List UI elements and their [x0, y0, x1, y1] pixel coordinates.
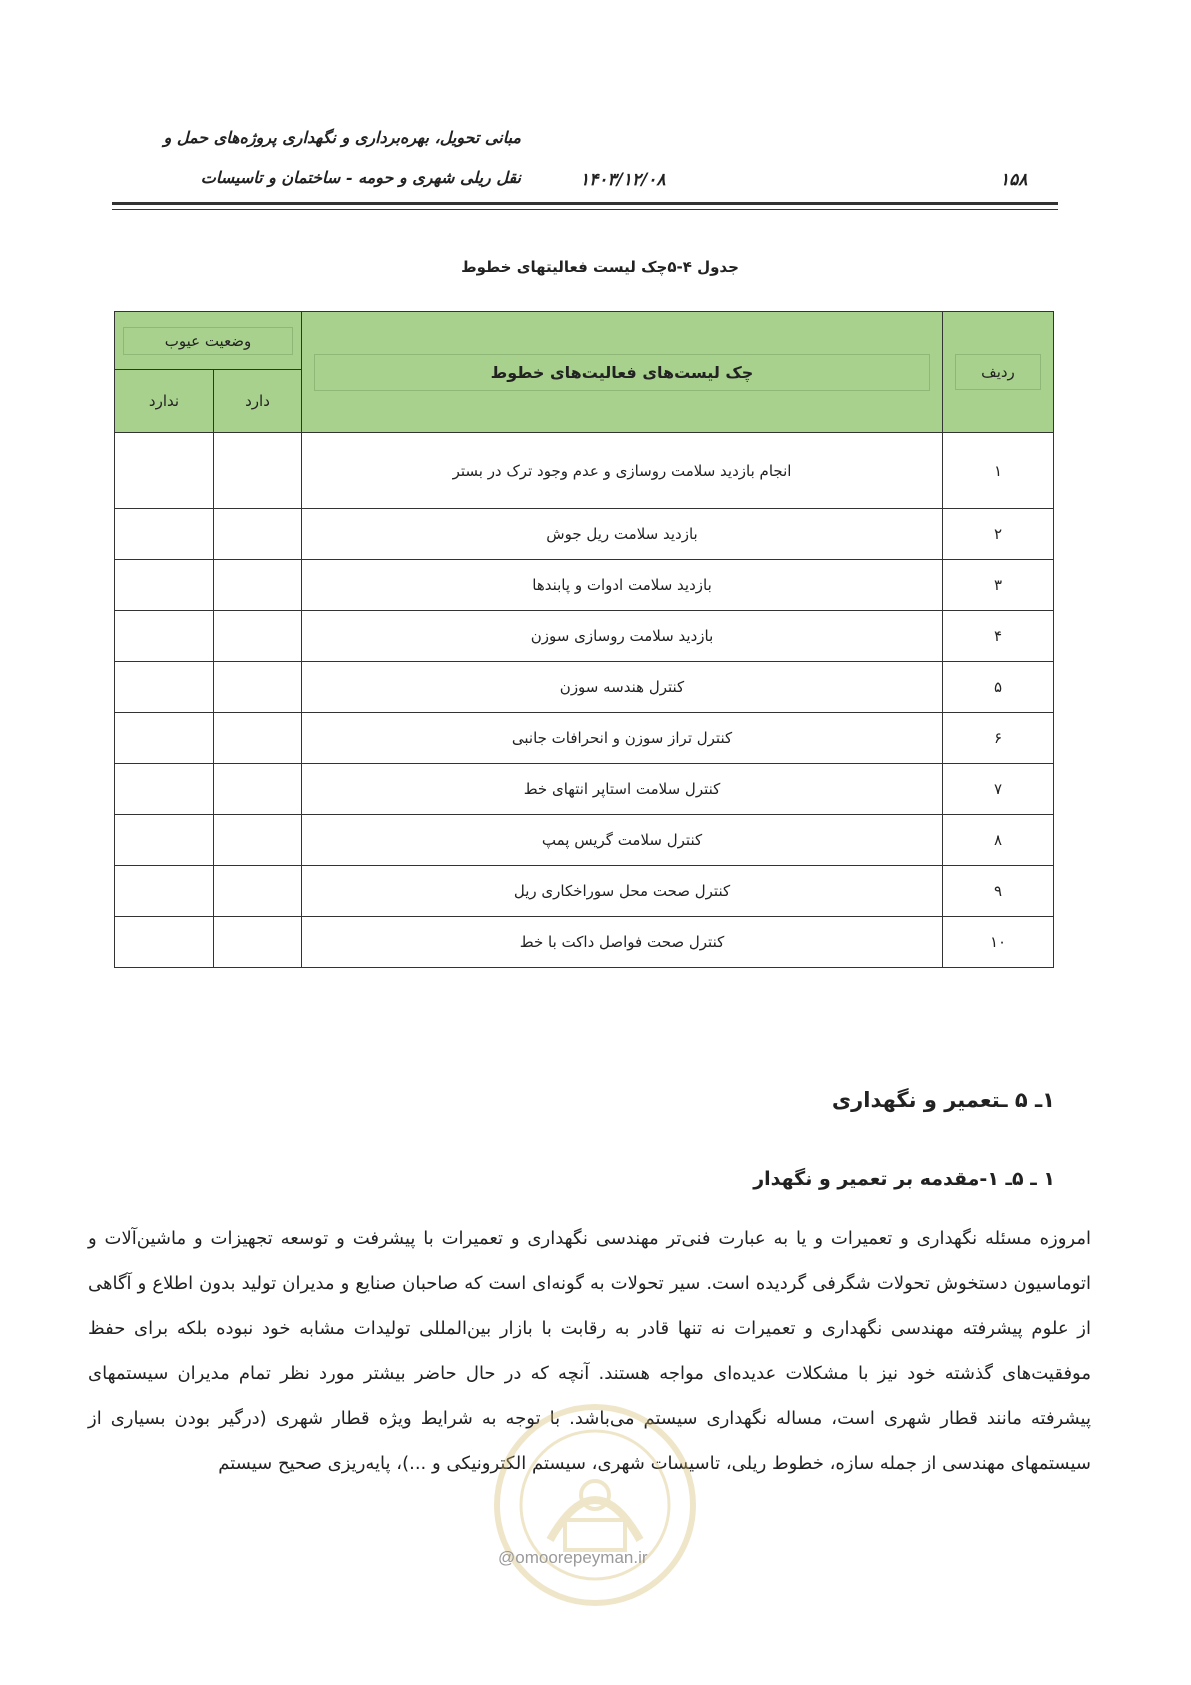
- row-number: ۲: [943, 509, 1054, 560]
- row-number: ۸: [943, 815, 1054, 866]
- row-item-text: کنترل هندسه سوزن: [302, 662, 943, 713]
- table-row: [115, 866, 1054, 917]
- no-defect-cell: [115, 509, 214, 560]
- section-heading: ۱ـ ۵ ـتعمیر و نگهداری: [831, 1088, 1055, 1112]
- table-row: [115, 713, 1054, 764]
- row-item-text: کنترل سلامت استاپر انتهای خط: [302, 764, 943, 815]
- has-defect-cell: [214, 560, 302, 611]
- no-defect-cell: [115, 764, 214, 815]
- row-number: ۹: [943, 866, 1054, 917]
- seal-logo-icon: [490, 1400, 700, 1610]
- has-defect-cell: [214, 713, 302, 764]
- no-defect-cell: [115, 815, 214, 866]
- header-defect-status: وضعیت عیوب: [115, 312, 302, 370]
- row-item-text: کنترل تراز سوزن و انحرافات جانبی: [302, 713, 943, 764]
- no-defect-cell: [115, 713, 214, 764]
- table-row: [115, 764, 1054, 815]
- table-row: [115, 815, 1054, 866]
- row-number: ۱: [943, 433, 1054, 509]
- has-defect-cell: [214, 662, 302, 713]
- body-paragraph: امروزه مسئله نگهداری و تعمیرات و یا به عبارت فنی‌تر مهندسی نگهداری و تعمیرات با پیشرفت و توسعه تجهیزات و ماشین‌آلات و اتوماسیون دستخوش تحولات شگرفی گردیده است. سیر تحولات به گونه‌ای است که صاحبان صنایع و مدیران تولید بدون اطلاع و آگاهی از علوم پیشرفته مهندسی نگهداری و تعمیرات نه تنها قادر به رقابت با بازار بین‌المللی تولیدات مشابه خود نبوده بلکه برای حفظ موفقیت‌های گذشته خود نیز با مشکلات عدیده‌ای مواجه هستند. آنچه که در حال حاضر بیشتر مورد نظر تمام مدیران سیستمهای پیشرفته مانند قطار شهری است، مساله نگهداری سیستم می‌باشد. با توجه به شرایط ویژه قطار شهری (درگیر بودن بسیاری از سیستمهای مهندسی از جمله سازه، خطوط ریلی، تاسیسات شهری، سیستم الکترونیکی و ...)، پایه‌ریزی صحیح سیستم: [88, 1228, 1091, 1474]
- no-defect-cell: [115, 866, 214, 917]
- table-row: [115, 611, 1054, 662]
- running-header-title-line1: مبانی تحویل، بهره‌برداری و نگهداری پروژه‌های حمل و: [163, 128, 521, 147]
- header-rule-thick: [112, 202, 1058, 205]
- row-item-text: کنترل صحت محل سوراخکاری ریل: [302, 866, 943, 917]
- table-row: [115, 917, 1054, 968]
- row-number: ۶: [943, 713, 1054, 764]
- header-rule-thin: [112, 209, 1058, 210]
- header-checklist-item: چک لیست‌های فعالیت‌های خطوط: [302, 312, 943, 433]
- row-number: ۷: [943, 764, 1054, 815]
- row-number: ۵: [943, 662, 1054, 713]
- table-row: [115, 433, 1054, 509]
- has-defect-cell: [214, 611, 302, 662]
- row-item-text: کنترل صحت فواصل داکت با خط: [302, 917, 943, 968]
- header-has-defect: دارد: [214, 370, 302, 433]
- row-number: ۴: [943, 611, 1054, 662]
- running-header-title-line2: نقل ریلی شهری و حومه - ساختمان و تاسیسات: [200, 168, 521, 187]
- activities-checklist-table: [114, 311, 1054, 968]
- has-defect-cell: [214, 815, 302, 866]
- row-number: ۳: [943, 560, 1054, 611]
- has-defect-cell: [214, 509, 302, 560]
- row-number: ۱۰: [943, 917, 1054, 968]
- table-row: [115, 509, 1054, 560]
- watermark-text: @omoorepeyman.ir: [498, 1548, 648, 1567]
- row-item-text: بازدید سلامت ریل جوش: [302, 509, 943, 560]
- header-row-number: ردیف: [943, 312, 1054, 433]
- row-item-text: انجام بازدید سلامت روسازی و عدم وجود ترک در بستر: [302, 433, 943, 509]
- has-defect-cell: [214, 433, 302, 509]
- subsection-heading: ۱ ـ ۵ـ ۱-مقدمه بر تعمیر و نگهدار: [753, 1168, 1055, 1190]
- no-defect-cell: [115, 433, 214, 509]
- no-defect-cell: [115, 917, 214, 968]
- no-defect-cell: [115, 611, 214, 662]
- table-caption: جدول ۴-۵چک لیست فعالیتهای خطوط: [461, 258, 739, 276]
- header-date: ۱۴۰۳/۱۲/۰۸: [580, 170, 666, 190]
- no-defect-cell: [115, 662, 214, 713]
- row-item-text: کنترل سلامت گریس پمپ: [302, 815, 943, 866]
- header-no-defect: ندارد: [115, 370, 214, 433]
- has-defect-cell: [214, 917, 302, 968]
- page-number: ۱۵۸: [1000, 170, 1028, 190]
- has-defect-cell: [214, 764, 302, 815]
- row-item-text: بازدید سلامت ادوات و پابندها: [302, 560, 943, 611]
- no-defect-cell: [115, 560, 214, 611]
- has-defect-cell: [214, 866, 302, 917]
- table-row: [115, 662, 1054, 713]
- table-row: [115, 560, 1054, 611]
- row-item-text: بازدید سلامت روسازی سوزن: [302, 611, 943, 662]
